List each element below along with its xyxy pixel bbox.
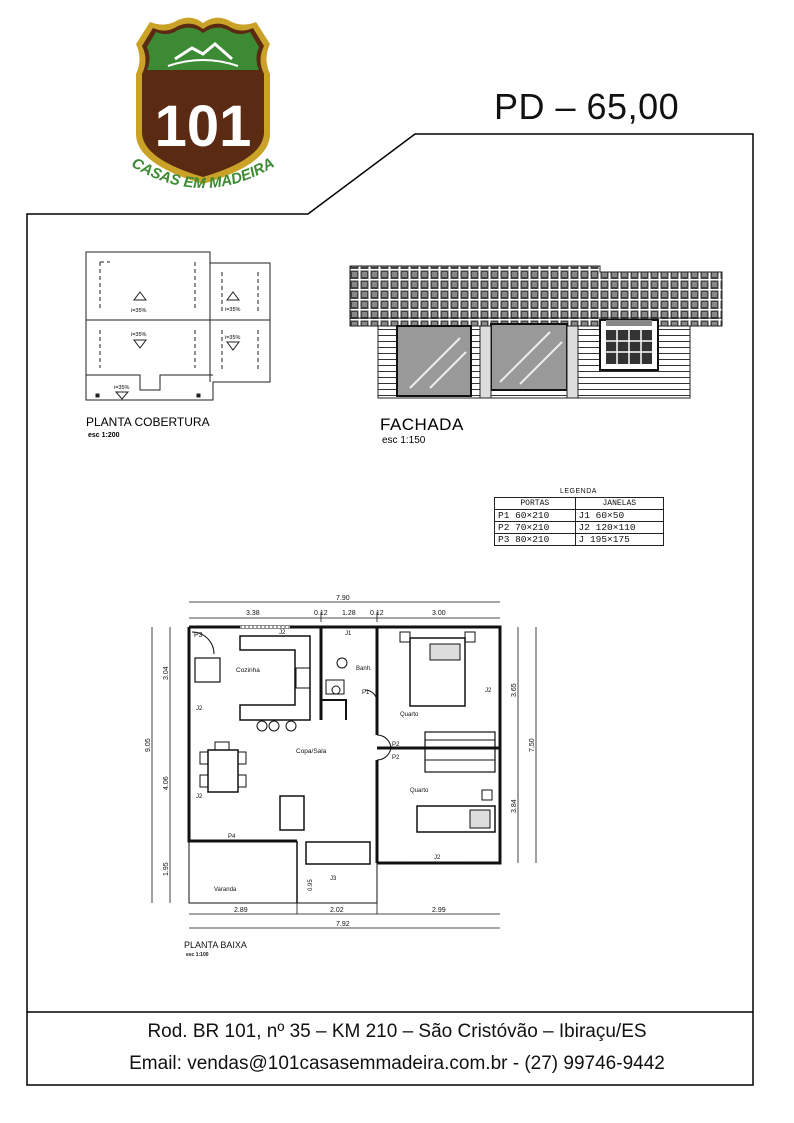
room-kitchen: Cozinha xyxy=(236,667,260,674)
facade-title: FACHADA xyxy=(380,415,464,434)
legend-header-doors: PORTAS xyxy=(495,498,576,510)
roof-slope-4: i=35% xyxy=(225,335,241,341)
dim-right-seg-1: 3.65 xyxy=(511,683,518,697)
roof-plan xyxy=(86,252,270,400)
legend-header-windows: JANELAS xyxy=(575,498,663,510)
model-title: PD – 65,00 xyxy=(494,86,680,127)
dim-left-seg-1: 3.04 xyxy=(163,666,170,680)
dim-top-seg-2: 0.12 xyxy=(314,610,328,617)
dim-bottom-seg-1: 2.89 xyxy=(234,907,248,914)
opening-j1: J1 xyxy=(345,631,352,637)
facade-scale: esc 1:150 xyxy=(382,435,426,446)
legend-cell: J 195×175 xyxy=(575,534,663,546)
room-bedroom-2: Quarto xyxy=(410,788,429,794)
opening-p2a: P2 xyxy=(392,742,400,748)
opening-j2-right: J2 xyxy=(485,688,492,694)
facade-drawing xyxy=(350,266,722,398)
legend-cell: J2 120×110 xyxy=(575,522,663,534)
dim-right-seg-2: 3.84 xyxy=(511,799,518,813)
dim-top-seg-4: 0.12 xyxy=(370,610,384,617)
dim-top-seg-3: 1.28 xyxy=(342,610,356,617)
footer-contact: Email: vendas@101casasemmadeira.com.br - (27) 99746-9442 xyxy=(129,1053,665,1074)
logo-tagline: CASAS EM MADEIRA xyxy=(128,154,278,193)
legend-cell: P2 70×210 xyxy=(495,522,576,534)
dim-left-seg-3: 1.95 xyxy=(163,862,170,876)
dim-bottom-total: 7.92 xyxy=(336,921,350,928)
floor-plan-title: PLANTA BAIXA xyxy=(184,940,247,950)
floor-plan xyxy=(152,602,536,928)
opening-p3: P3 xyxy=(194,632,203,639)
dim-left-seg-2: 4.06 xyxy=(163,776,170,790)
legend-cell: P3 80×210 xyxy=(495,534,576,546)
roof-slope-5: i=35% xyxy=(114,385,130,391)
footer-address: Rod. BR 101, nº 35 – KM 210 – São Cristóvão – Ibiraçu/ES xyxy=(147,1021,647,1042)
roof-plan-title: PLANTA COBERTURA xyxy=(86,415,210,429)
room-bath: Banh. xyxy=(356,666,372,672)
opening-p4: P4 xyxy=(228,834,236,840)
dim-top-seg-5: 3.00 xyxy=(432,610,446,617)
dim-small: 0.95 xyxy=(308,879,314,891)
room-living: Copa/Sala xyxy=(296,748,327,755)
roof-slope-3: i=35% xyxy=(225,307,241,313)
opening-j2-left-2: J2 xyxy=(196,794,203,800)
dim-bottom-seg-3: 2.99 xyxy=(432,907,446,914)
opening-j2-kitchen: J2 xyxy=(279,630,286,636)
opening-p1: P1 xyxy=(362,690,370,696)
room-bedroom-1: Quarto xyxy=(400,712,419,718)
opening-j2-left-1: J2 xyxy=(196,706,203,712)
roof-slope-1: i=35% xyxy=(131,308,147,314)
legend-table xyxy=(494,497,664,546)
floor-plan-scale: esc 1:100 xyxy=(186,952,209,958)
room-porch: Varanda xyxy=(214,887,237,893)
dim-bottom-seg-2: 2.02 xyxy=(330,907,344,914)
opening-j2-bottom: J2 xyxy=(434,855,441,861)
dim-top-seg-1: 3.38 xyxy=(246,610,260,617)
roof-slope-2: i=35% xyxy=(131,332,147,338)
legend-cell: J1 60×50 xyxy=(575,510,663,522)
dim-left-total: 9.05 xyxy=(145,738,152,752)
logo-number: 101 xyxy=(154,94,252,159)
legend-cell: P1 60×210 xyxy=(495,510,576,522)
opening-j3: J3 xyxy=(330,876,337,882)
dim-top-total: 7.90 xyxy=(336,595,350,602)
opening-p2b: P2 xyxy=(392,755,400,761)
roof-plan-scale: esc 1:200 xyxy=(88,432,120,439)
dim-right-total: 7.50 xyxy=(529,738,536,752)
legend-title: LEGENDA xyxy=(560,488,597,495)
